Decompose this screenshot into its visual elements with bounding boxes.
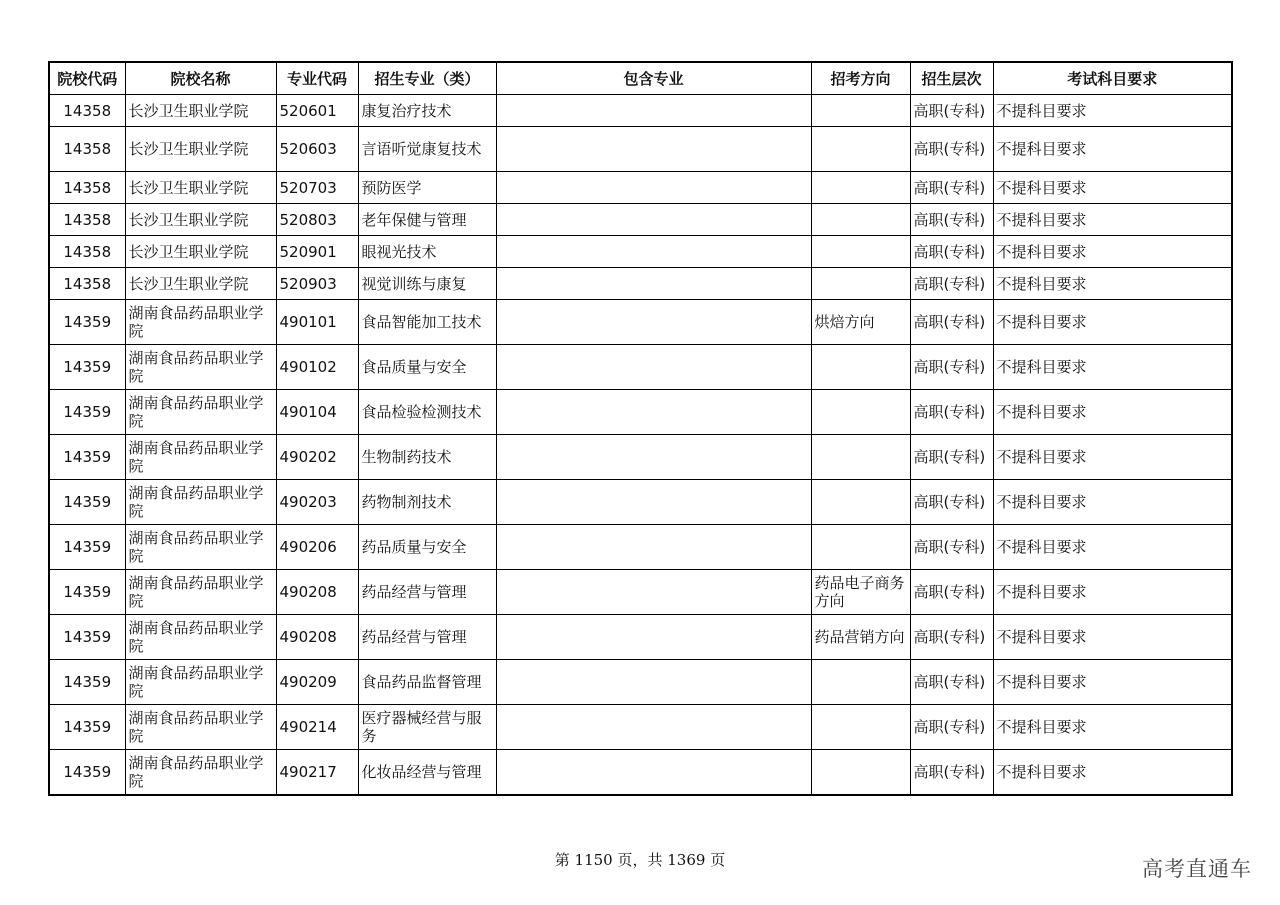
cell-major-code: 520903: [276, 268, 358, 300]
cell-school-code: 14359: [49, 525, 125, 570]
cell-level: 高职(专科): [910, 570, 993, 615]
table-row: [49, 390, 1232, 435]
table-header-row: [49, 62, 1232, 95]
cell-major-code: 490208: [276, 570, 358, 615]
cell-direction: [811, 236, 910, 268]
cell-included-majors: [496, 95, 811, 127]
table-row: [49, 435, 1232, 480]
cell-school-code: 14359: [49, 705, 125, 750]
cell-direction: [811, 268, 910, 300]
cell-major: 眼视光技术: [358, 236, 496, 268]
cell-subject-requirement: 不提科目要求: [993, 268, 1232, 300]
cell-school-name: 湖南食品药品职业学院: [125, 660, 276, 705]
cell-included-majors: [496, 268, 811, 300]
cell-school-name: 长沙卫生职业学院: [125, 236, 276, 268]
cell-major: 化妆品经营与管理: [358, 750, 496, 796]
cell-subject-requirement: 不提科目要求: [993, 435, 1232, 480]
cell-major: 药物制剂技术: [358, 480, 496, 525]
cell-school-name: 湖南食品药品职业学院: [125, 615, 276, 660]
header-included-majors: 包含专业: [496, 62, 811, 95]
cell-major: 生物制药技术: [358, 435, 496, 480]
cell-school-name: 长沙卫生职业学院: [125, 172, 276, 204]
cell-level: 高职(专科): [910, 660, 993, 705]
cell-school-name: 湖南食品药品职业学院: [125, 705, 276, 750]
table-row: [49, 570, 1232, 615]
cell-included-majors: [496, 435, 811, 480]
cell-direction: [811, 204, 910, 236]
cell-subject-requirement: 不提科目要求: [993, 525, 1232, 570]
cell-subject-requirement: 不提科目要求: [993, 660, 1232, 705]
cell-major-code: 490101: [276, 300, 358, 345]
cell-school-name: 湖南食品药品职业学院: [125, 570, 276, 615]
table-row: [49, 750, 1232, 796]
cell-major: 食品药品监督管理: [358, 660, 496, 705]
cell-subject-requirement: 不提科目要求: [993, 236, 1232, 268]
cell-school-code: 14358: [49, 172, 125, 204]
cell-major-code: 520703: [276, 172, 358, 204]
cell-included-majors: [496, 570, 811, 615]
watermark: 高考直通车: [1142, 857, 1252, 881]
cell-subject-requirement: 不提科目要求: [993, 750, 1232, 796]
cell-direction: 药品电子商务方向: [811, 570, 910, 615]
cell-school-name: 湖南食品药品职业学院: [125, 435, 276, 480]
header-subject-requirement: 考试科目要求: [993, 62, 1232, 95]
cell-subject-requirement: 不提科目要求: [993, 570, 1232, 615]
cell-school-code: 14359: [49, 345, 125, 390]
cell-level: 高职(专科): [910, 95, 993, 127]
cell-level: 高职(专科): [910, 525, 993, 570]
table-row: [49, 172, 1232, 204]
cell-level: 高职(专科): [910, 127, 993, 172]
cell-subject-requirement: 不提科目要求: [993, 615, 1232, 660]
cell-included-majors: [496, 345, 811, 390]
cell-level: 高职(专科): [910, 705, 993, 750]
cell-school-code: 14358: [49, 204, 125, 236]
header-school-code: 院校代码: [49, 62, 125, 95]
table-row: [49, 127, 1232, 172]
cell-school-name: 湖南食品药品职业学院: [125, 750, 276, 796]
cell-major: 食品检验检测技术: [358, 390, 496, 435]
table-row: [49, 236, 1232, 268]
cell-direction: 药品营销方向: [811, 615, 910, 660]
cell-level: 高职(专科): [910, 750, 993, 796]
cell-major-code: 490203: [276, 480, 358, 525]
cell-school-code: 14359: [49, 480, 125, 525]
cell-school-code: 14359: [49, 570, 125, 615]
cell-school-name: 湖南食品药品职业学院: [125, 300, 276, 345]
cell-major-code: 490102: [276, 345, 358, 390]
cell-level: 高职(专科): [910, 615, 993, 660]
cell-level: 高职(专科): [910, 268, 993, 300]
cell-level: 高职(专科): [910, 300, 993, 345]
cell-included-majors: [496, 390, 811, 435]
cell-school-name: 长沙卫生职业学院: [125, 268, 276, 300]
cell-direction: [811, 750, 910, 796]
cell-major-code: 490214: [276, 705, 358, 750]
cell-included-majors: [496, 750, 811, 796]
cell-school-code: 14358: [49, 236, 125, 268]
table-row: [49, 268, 1232, 300]
header-level: 招生层次: [910, 62, 993, 95]
cell-major: 言语听觉康复技术: [358, 127, 496, 172]
cell-included-majors: [496, 300, 811, 345]
table-row: [49, 660, 1232, 705]
cell-direction: [811, 435, 910, 480]
cell-subject-requirement: 不提科目要求: [993, 390, 1232, 435]
cell-direction: [811, 172, 910, 204]
cell-direction: [811, 525, 910, 570]
page-number: 第 1150 页，共 1369 页: [554, 851, 726, 869]
cell-school-code: 14358: [49, 95, 125, 127]
cell-level: 高职(专科): [910, 345, 993, 390]
table-row: [49, 615, 1232, 660]
cell-major-code: 490206: [276, 525, 358, 570]
cell-subject-requirement: 不提科目要求: [993, 300, 1232, 345]
cell-direction: [811, 480, 910, 525]
cell-major-code: 490217: [276, 750, 358, 796]
cell-major-code: 520603: [276, 127, 358, 172]
cell-major-code: 520803: [276, 204, 358, 236]
table-row: [49, 95, 1232, 127]
table-row: [49, 345, 1232, 390]
cell-school-name: 湖南食品药品职业学院: [125, 525, 276, 570]
header-major-code: 专业代码: [276, 62, 358, 95]
cell-included-majors: [496, 615, 811, 660]
cell-included-majors: [496, 236, 811, 268]
cell-major: 药品经营与管理: [358, 570, 496, 615]
cell-included-majors: [496, 127, 811, 172]
cell-major: 医疗器械经营与服务: [358, 705, 496, 750]
cell-major: 食品智能加工技术: [358, 300, 496, 345]
cell-level: 高职(专科): [910, 172, 993, 204]
cell-school-code: 14359: [49, 390, 125, 435]
cell-school-name: 长沙卫生职业学院: [125, 127, 276, 172]
cell-level: 高职(专科): [910, 236, 993, 268]
cell-direction: [811, 660, 910, 705]
cell-school-code: 14359: [49, 750, 125, 796]
cell-subject-requirement: 不提科目要求: [993, 204, 1232, 236]
cell-included-majors: [496, 705, 811, 750]
cell-major: 预防医学: [358, 172, 496, 204]
cell-level: 高职(专科): [910, 480, 993, 525]
admissions-table: [48, 61, 1233, 796]
cell-subject-requirement: 不提科目要求: [993, 95, 1232, 127]
cell-included-majors: [496, 172, 811, 204]
cell-subject-requirement: 不提科目要求: [993, 480, 1232, 525]
cell-direction: [811, 705, 910, 750]
cell-included-majors: [496, 204, 811, 236]
cell-major: 药品质量与安全: [358, 525, 496, 570]
table-row: [49, 204, 1232, 236]
table-row: [49, 480, 1232, 525]
header-direction: 招考方向: [811, 62, 910, 95]
cell-major-code: 520601: [276, 95, 358, 127]
cell-level: 高职(专科): [910, 204, 993, 236]
cell-major-code: 490104: [276, 390, 358, 435]
cell-school-code: 14358: [49, 268, 125, 300]
cell-direction: [811, 95, 910, 127]
cell-included-majors: [496, 660, 811, 705]
table-row: [49, 525, 1232, 570]
cell-school-name: 湖南食品药品职业学院: [125, 480, 276, 525]
cell-school-name: 长沙卫生职业学院: [125, 95, 276, 127]
cell-direction: [811, 345, 910, 390]
cell-major-code: 490209: [276, 660, 358, 705]
cell-direction: [811, 390, 910, 435]
cell-subject-requirement: 不提科目要求: [993, 172, 1232, 204]
cell-major: 老年保健与管理: [358, 204, 496, 236]
cell-school-code: 14358: [49, 127, 125, 172]
cell-major-code: 490208: [276, 615, 358, 660]
header-major: 招生专业（类）: [358, 62, 496, 95]
cell-subject-requirement: 不提科目要求: [993, 345, 1232, 390]
cell-major: 食品质量与安全: [358, 345, 496, 390]
cell-major-code: 490202: [276, 435, 358, 480]
cell-direction: 烘焙方向: [811, 300, 910, 345]
cell-school-code: 14359: [49, 435, 125, 480]
cell-school-code: 14359: [49, 300, 125, 345]
table-row: [49, 705, 1232, 750]
header-school-name: 院校名称: [125, 62, 276, 95]
cell-school-code: 14359: [49, 615, 125, 660]
cell-included-majors: [496, 480, 811, 525]
cell-major: 视觉训练与康复: [358, 268, 496, 300]
cell-level: 高职(专科): [910, 435, 993, 480]
cell-direction: [811, 127, 910, 172]
cell-included-majors: [496, 525, 811, 570]
cell-major-code: 520901: [276, 236, 358, 268]
cell-school-name: 长沙卫生职业学院: [125, 204, 276, 236]
cell-level: 高职(专科): [910, 390, 993, 435]
cell-school-name: 湖南食品药品职业学院: [125, 345, 276, 390]
table-row: [49, 300, 1232, 345]
cell-major: 药品经营与管理: [358, 615, 496, 660]
cell-school-name: 湖南食品药品职业学院: [125, 390, 276, 435]
cell-subject-requirement: 不提科目要求: [993, 127, 1232, 172]
cell-subject-requirement: 不提科目要求: [993, 705, 1232, 750]
cell-major: 康复治疗技术: [358, 95, 496, 127]
cell-school-code: 14359: [49, 660, 125, 705]
